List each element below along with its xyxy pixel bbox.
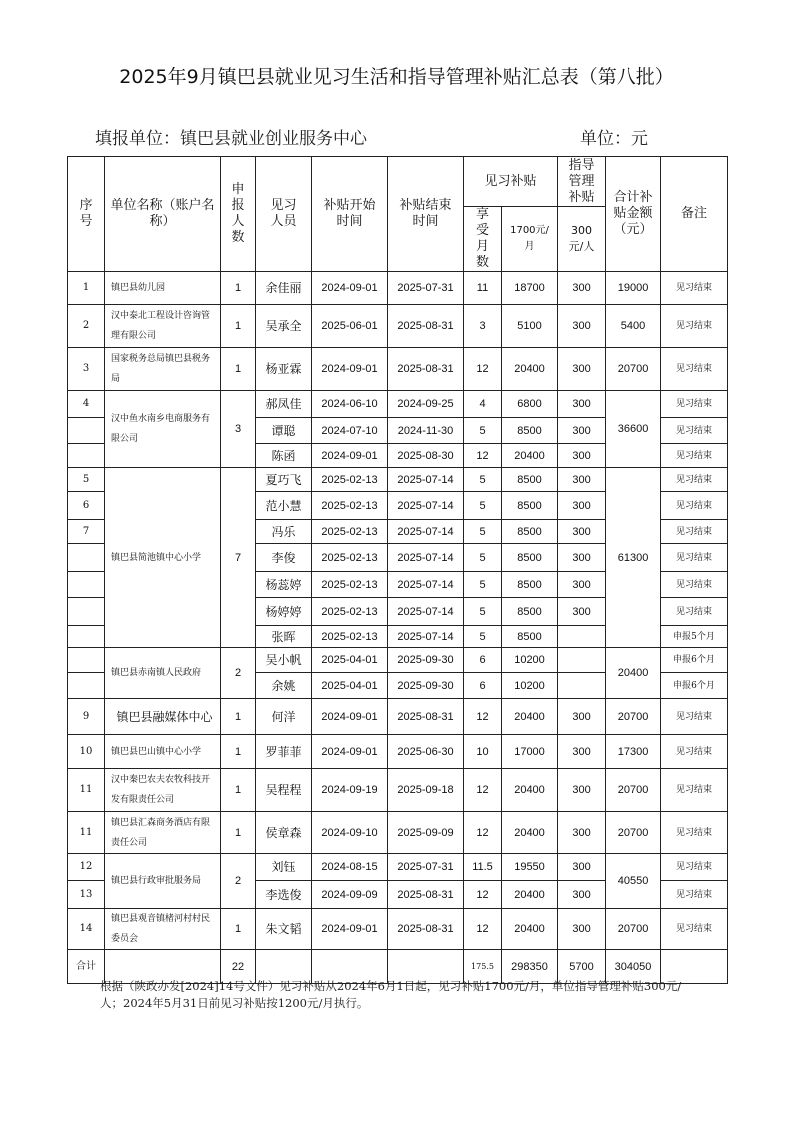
unit-name-cell: 国家税务总局镇巴县税务局 bbox=[105, 348, 221, 391]
person-cell: 张晖 bbox=[256, 626, 312, 648]
subsidy-cell: 8500 bbox=[502, 598, 558, 626]
remark-cell: 见习结束 bbox=[661, 305, 728, 348]
count-cell: 1 bbox=[221, 769, 256, 812]
totals-months: 175.5 bbox=[464, 950, 502, 984]
mgmt-cell: 300 bbox=[558, 854, 606, 881]
unit-name-cell: 镇巴县观音镇楮河村村民委员会 bbox=[105, 909, 221, 950]
person-cell: 侯章森 bbox=[256, 812, 312, 854]
start-date-cell: 2024-09-10 bbox=[312, 812, 388, 854]
end-date-cell: 2025-09-18 bbox=[388, 769, 464, 812]
remark-cell: 见习结束 bbox=[661, 881, 728, 909]
total-cell: 36600 bbox=[606, 391, 661, 468]
start-date-cell: 2024-09-09 bbox=[312, 881, 388, 909]
remark-cell: 见习结束 bbox=[661, 854, 728, 881]
table-row bbox=[68, 699, 728, 735]
subsidy-cell: 8500 bbox=[502, 418, 558, 444]
subsidy-table bbox=[67, 156, 728, 984]
subsidy-cell: 20400 bbox=[502, 909, 558, 950]
seq-cell: 11 bbox=[68, 769, 105, 812]
table-row bbox=[68, 348, 728, 391]
mgmt-cell: 300 bbox=[558, 272, 606, 305]
end-date-cell: 2025-08-30 bbox=[388, 444, 464, 468]
seq-cell: 7 bbox=[68, 520, 105, 544]
months-cell: 5 bbox=[464, 626, 502, 648]
start-date-cell: 2025-04-01 bbox=[312, 648, 388, 673]
seq-cell bbox=[68, 626, 105, 648]
remark-cell: 见习结束 bbox=[661, 444, 728, 468]
remark-cell: 申报6个月 bbox=[661, 673, 728, 699]
person-cell: 郝凤佳 bbox=[256, 391, 312, 418]
months-cell: 6 bbox=[464, 673, 502, 699]
table-row bbox=[68, 305, 728, 348]
person-cell: 杨婷婷 bbox=[256, 598, 312, 626]
start-date-cell: 2024-09-01 bbox=[312, 272, 388, 305]
totals-subsidy: 298350 bbox=[502, 950, 558, 984]
unit-name-cell: 镇巴县行政审批服务局 bbox=[105, 854, 221, 909]
seq-cell: 6 bbox=[68, 492, 105, 520]
header-start: 补贴开始时间 bbox=[312, 157, 388, 272]
start-date-cell: 2025-02-13 bbox=[312, 598, 388, 626]
count-cell: 1 bbox=[221, 812, 256, 854]
unit-name-cell: 汉中鱼水南乡电商服务有限公司 bbox=[105, 391, 221, 468]
subsidy-cell: 5100 bbox=[502, 305, 558, 348]
start-date-cell: 2025-02-13 bbox=[312, 626, 388, 648]
total-cell: 19000 bbox=[606, 272, 661, 305]
header-person: 见习人员 bbox=[256, 157, 312, 272]
subsidy-cell: 20400 bbox=[502, 769, 558, 812]
header-count: 申报人数 bbox=[221, 157, 256, 272]
seq-cell: 9 bbox=[68, 699, 105, 735]
seq-cell bbox=[68, 598, 105, 626]
end-date-cell: 2025-07-14 bbox=[388, 598, 464, 626]
seq-cell bbox=[68, 444, 105, 468]
months-cell: 5 bbox=[464, 492, 502, 520]
table-row bbox=[68, 769, 728, 812]
seq-cell bbox=[68, 418, 105, 444]
mgmt-cell: 300 bbox=[558, 881, 606, 909]
header-mgmt-group: 指导管理补贴 bbox=[558, 157, 606, 207]
subsidy-cell: 8500 bbox=[502, 492, 558, 520]
start-date-cell: 2024-06-10 bbox=[312, 391, 388, 418]
header-unit: 单位名称（账户名称） bbox=[105, 157, 221, 272]
start-date-cell: 2025-04-01 bbox=[312, 673, 388, 699]
seq-cell bbox=[68, 648, 105, 673]
person-cell: 朱文韬 bbox=[256, 909, 312, 950]
remark-cell: 见习结束 bbox=[661, 735, 728, 769]
end-date-cell: 2025-09-30 bbox=[388, 673, 464, 699]
header-monthly: 1700元/月 bbox=[502, 207, 558, 272]
seq-cell: 13 bbox=[68, 881, 105, 909]
count-cell: 7 bbox=[221, 468, 256, 648]
start-date-cell: 2024-09-01 bbox=[312, 735, 388, 769]
total-cell: 5400 bbox=[606, 305, 661, 348]
start-date-cell: 2024-08-15 bbox=[312, 854, 388, 881]
end-date-cell: 2025-07-14 bbox=[388, 468, 464, 492]
totals-mgmt: 5700 bbox=[558, 950, 606, 984]
total-cell: 20700 bbox=[606, 812, 661, 854]
seq-cell bbox=[68, 673, 105, 699]
header-end: 补贴结束时间 bbox=[388, 157, 464, 272]
months-cell: 5 bbox=[464, 468, 502, 492]
end-date-cell: 2025-09-30 bbox=[388, 648, 464, 673]
seq-cell: 5 bbox=[68, 468, 105, 492]
person-cell: 吴承全 bbox=[256, 305, 312, 348]
subsidy-cell: 8500 bbox=[502, 572, 558, 598]
end-date-cell: 2025-07-14 bbox=[388, 520, 464, 544]
remark-cell: 见习结束 bbox=[661, 572, 728, 598]
total-cell: 20700 bbox=[606, 769, 661, 812]
start-date-cell: 2025-02-13 bbox=[312, 492, 388, 520]
mgmt-cell bbox=[558, 673, 606, 699]
subsidy-cell: 8500 bbox=[502, 468, 558, 492]
end-date-cell: 2025-07-14 bbox=[388, 492, 464, 520]
header-mgmt: 300元/人 bbox=[558, 207, 606, 272]
person-cell: 杨蕊婷 bbox=[256, 572, 312, 598]
seq-cell: 14 bbox=[68, 909, 105, 950]
seq-cell bbox=[68, 544, 105, 572]
mgmt-cell: 300 bbox=[558, 444, 606, 468]
months-cell: 12 bbox=[464, 769, 502, 812]
count-cell: 3 bbox=[221, 391, 256, 468]
subsidy-cell: 17000 bbox=[502, 735, 558, 769]
subsidy-cell: 20400 bbox=[502, 444, 558, 468]
end-date-cell: 2024-11-30 bbox=[388, 418, 464, 444]
remark-cell: 见习结束 bbox=[661, 492, 728, 520]
total-cell: 17300 bbox=[606, 735, 661, 769]
subsidy-cell: 8500 bbox=[502, 520, 558, 544]
start-date-cell: 2024-09-19 bbox=[312, 769, 388, 812]
person-cell: 杨亚霖 bbox=[256, 348, 312, 391]
end-date-cell: 2024-09-25 bbox=[388, 391, 464, 418]
total-cell: 61300 bbox=[606, 468, 661, 648]
remark-cell: 见习结束 bbox=[661, 348, 728, 391]
remark-cell: 见习结束 bbox=[661, 544, 728, 572]
subsidy-cell: 10200 bbox=[502, 648, 558, 673]
count-cell: 1 bbox=[221, 699, 256, 735]
person-cell: 余佳丽 bbox=[256, 272, 312, 305]
subsidy-cell: 20400 bbox=[502, 348, 558, 391]
remark-cell: 见习结束 bbox=[661, 598, 728, 626]
start-date-cell: 2025-02-13 bbox=[312, 468, 388, 492]
seq-cell bbox=[68, 572, 105, 598]
start-date-cell: 2025-02-13 bbox=[312, 520, 388, 544]
end-date-cell: 2025-07-14 bbox=[388, 626, 464, 648]
months-cell: 5 bbox=[464, 598, 502, 626]
months-cell: 12 bbox=[464, 812, 502, 854]
remark-cell: 见习结束 bbox=[661, 699, 728, 735]
start-date-cell: 2025-06-01 bbox=[312, 305, 388, 348]
unit-name-cell: 镇巴县简池镇中心小学 bbox=[105, 468, 221, 648]
count-cell: 1 bbox=[221, 348, 256, 391]
start-date-cell: 2025-02-13 bbox=[312, 544, 388, 572]
months-cell: 12 bbox=[464, 909, 502, 950]
person-cell: 谭聪 bbox=[256, 418, 312, 444]
totals-label: 合计 bbox=[68, 950, 105, 984]
remark-cell: 申报6个月 bbox=[661, 648, 728, 673]
end-date-cell: 2025-07-31 bbox=[388, 272, 464, 305]
seq-cell: 12 bbox=[68, 854, 105, 881]
table-row bbox=[68, 468, 728, 492]
total-cell: 20700 bbox=[606, 699, 661, 735]
end-date-cell: 2025-08-31 bbox=[388, 881, 464, 909]
filler-unit: 填报单位：镇巴县就业创业服务中心 bbox=[95, 129, 367, 149]
months-cell: 11.5 bbox=[464, 854, 502, 881]
unit-name-cell: 汉中泰北工程设计咨询管理有限公司 bbox=[105, 305, 221, 348]
start-date-cell: 2024-09-01 bbox=[312, 444, 388, 468]
subsidy-cell: 8500 bbox=[502, 544, 558, 572]
start-date-cell: 2024-09-01 bbox=[312, 699, 388, 735]
count-cell: 1 bbox=[221, 272, 256, 305]
remark-cell: 见习结束 bbox=[661, 391, 728, 418]
end-date-cell: 2025-09-09 bbox=[388, 812, 464, 854]
seq-cell: 2 bbox=[68, 305, 105, 348]
remark-cell: 见习结束 bbox=[661, 812, 728, 854]
table-row bbox=[68, 735, 728, 769]
mgmt-cell: 300 bbox=[558, 418, 606, 444]
start-date-cell: 2024-09-01 bbox=[312, 348, 388, 391]
table-row bbox=[68, 272, 728, 305]
total-cell: 20700 bbox=[606, 909, 661, 950]
months-cell: 10 bbox=[464, 735, 502, 769]
mgmt-cell: 300 bbox=[558, 812, 606, 854]
person-cell: 陈函 bbox=[256, 444, 312, 468]
months-cell: 6 bbox=[464, 648, 502, 673]
months-cell: 12 bbox=[464, 881, 502, 909]
end-date-cell: 2025-08-31 bbox=[388, 348, 464, 391]
end-date-cell: 2025-07-31 bbox=[388, 854, 464, 881]
remark-cell: 见习结束 bbox=[661, 769, 728, 812]
total-cell: 20700 bbox=[606, 348, 661, 391]
subsidy-cell: 8500 bbox=[502, 626, 558, 648]
mgmt-cell: 300 bbox=[558, 572, 606, 598]
subsidy-cell: 10200 bbox=[502, 673, 558, 699]
start-date-cell: 2025-02-13 bbox=[312, 572, 388, 598]
header-total: 合计补贴金额（元） bbox=[606, 157, 661, 272]
start-date-cell: 2024-07-10 bbox=[312, 418, 388, 444]
months-cell: 5 bbox=[464, 572, 502, 598]
unit-name-cell: 镇巴县融媒体中心 bbox=[105, 699, 221, 735]
end-date-cell: 2025-08-31 bbox=[388, 305, 464, 348]
table-row bbox=[68, 391, 728, 418]
mgmt-cell: 300 bbox=[558, 348, 606, 391]
remark-cell: 见习结束 bbox=[661, 272, 728, 305]
footnote: 根据（陕政办发[2024]14号文件）见习补贴从2024年6月1日起，见习补贴1700元/月，单位指导管理补贴300元/人；2024年5月31日前见习补贴按1200元/月执行。 bbox=[100, 979, 682, 1010]
person-cell: 余姚 bbox=[256, 673, 312, 699]
subsidy-cell: 6800 bbox=[502, 391, 558, 418]
months-cell: 5 bbox=[464, 520, 502, 544]
totals-total: 304050 bbox=[606, 950, 661, 984]
count-cell: 1 bbox=[221, 909, 256, 950]
end-date-cell: 2025-08-31 bbox=[388, 909, 464, 950]
seq-cell: 4 bbox=[68, 391, 105, 418]
unit-name-cell: 镇巴县幼儿园 bbox=[105, 272, 221, 305]
person-cell: 罗菲菲 bbox=[256, 735, 312, 769]
person-cell: 夏巧飞 bbox=[256, 468, 312, 492]
end-date-cell: 2025-06-30 bbox=[388, 735, 464, 769]
total-cell: 20400 bbox=[606, 648, 661, 699]
mgmt-cell: 300 bbox=[558, 520, 606, 544]
remark-cell: 见习结束 bbox=[661, 418, 728, 444]
months-cell: 12 bbox=[464, 444, 502, 468]
count-cell: 1 bbox=[221, 305, 256, 348]
person-cell: 吴小帆 bbox=[256, 648, 312, 673]
header-remark: 备注 bbox=[661, 157, 728, 272]
seq-cell: 1 bbox=[68, 272, 105, 305]
months-cell: 12 bbox=[464, 348, 502, 391]
person-cell: 李俊 bbox=[256, 544, 312, 572]
end-date-cell: 2025-07-14 bbox=[388, 572, 464, 598]
unit-name-cell: 汉中秦巴农夫农牧科技开发有限责任公司 bbox=[105, 769, 221, 812]
mgmt-cell: 300 bbox=[558, 305, 606, 348]
count-cell: 2 bbox=[221, 854, 256, 909]
subsidy-cell: 19550 bbox=[502, 854, 558, 881]
months-cell: 4 bbox=[464, 391, 502, 418]
subsidy-cell: 18700 bbox=[502, 272, 558, 305]
table-row bbox=[68, 648, 728, 673]
totals-count: 22 bbox=[221, 950, 256, 984]
person-cell: 李选俊 bbox=[256, 881, 312, 909]
subsidy-cell: 20400 bbox=[502, 881, 558, 909]
mgmt-cell bbox=[558, 626, 606, 648]
mgmt-cell: 300 bbox=[558, 468, 606, 492]
end-date-cell: 2025-08-31 bbox=[388, 699, 464, 735]
mgmt-cell bbox=[558, 648, 606, 673]
person-cell: 何洋 bbox=[256, 699, 312, 735]
subsidy-cell: 20400 bbox=[502, 812, 558, 854]
header-months: 享受月数 bbox=[464, 207, 502, 272]
mgmt-cell: 300 bbox=[558, 735, 606, 769]
remark-cell: 见习结束 bbox=[661, 520, 728, 544]
months-cell: 5 bbox=[464, 418, 502, 444]
remark-cell: 见习结束 bbox=[661, 468, 728, 492]
months-cell: 11 bbox=[464, 272, 502, 305]
seq-cell: 10 bbox=[68, 735, 105, 769]
subsidy-cell: 20400 bbox=[502, 699, 558, 735]
mgmt-cell: 300 bbox=[558, 544, 606, 572]
seq-cell: 11 bbox=[68, 812, 105, 854]
header-subsidy-group: 见习补贴 bbox=[464, 157, 558, 207]
table-row bbox=[68, 812, 728, 854]
total-cell: 40550 bbox=[606, 854, 661, 909]
end-date-cell: 2025-07-14 bbox=[388, 544, 464, 572]
months-cell: 5 bbox=[464, 544, 502, 572]
person-cell: 刘钰 bbox=[256, 854, 312, 881]
table-row bbox=[68, 909, 728, 950]
remark-cell: 见习结束 bbox=[661, 909, 728, 950]
person-cell: 吴程程 bbox=[256, 769, 312, 812]
count-cell: 2 bbox=[221, 648, 256, 699]
unit-name-cell: 镇巴县赤南镇人民政府 bbox=[105, 648, 221, 699]
mgmt-cell: 300 bbox=[558, 598, 606, 626]
person-cell: 冯乐 bbox=[256, 520, 312, 544]
months-cell: 3 bbox=[464, 305, 502, 348]
person-cell: 范小慧 bbox=[256, 492, 312, 520]
mgmt-cell: 300 bbox=[558, 391, 606, 418]
unit-name-cell: 镇巴县汇森商务酒店有限责任公司 bbox=[105, 812, 221, 854]
mgmt-cell: 300 bbox=[558, 699, 606, 735]
months-cell: 12 bbox=[464, 699, 502, 735]
currency-unit: 单位：元 bbox=[580, 129, 648, 149]
remark-cell: 申报5个月 bbox=[661, 626, 728, 648]
seq-cell: 3 bbox=[68, 348, 105, 391]
table-row bbox=[68, 854, 728, 881]
count-cell: 1 bbox=[221, 735, 256, 769]
header-seq: 序号 bbox=[68, 157, 105, 272]
mgmt-cell: 300 bbox=[558, 909, 606, 950]
start-date-cell: 2024-09-01 bbox=[312, 909, 388, 950]
mgmt-cell: 300 bbox=[558, 769, 606, 812]
mgmt-cell: 300 bbox=[558, 492, 606, 520]
unit-name-cell: 镇巴县巴山镇中心小学 bbox=[105, 735, 221, 769]
document-title: 2025年9月镇巴县就业见习生活和指导管理补贴汇总表（第八批） bbox=[119, 66, 674, 88]
